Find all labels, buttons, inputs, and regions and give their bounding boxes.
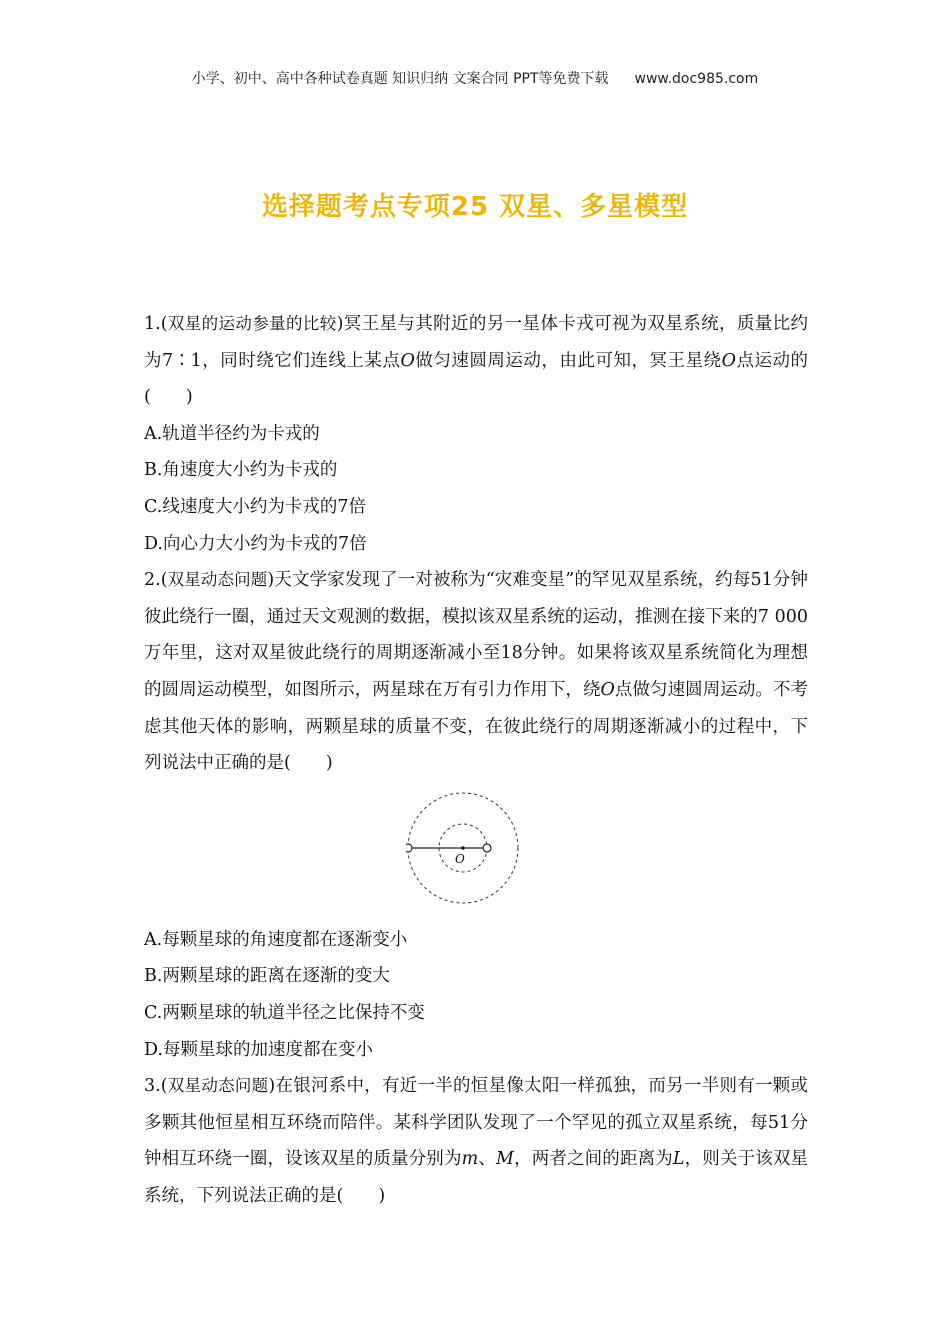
page-title: 选择题考点专项25 双星、多星模型	[261, 192, 689, 222]
question-2	[144, 562, 808, 1068]
option-c: C.两颗星球的轨道半径之比保持不变	[144, 1002, 425, 1023]
question-3-stem: 3.(双星动态问题)在银河系中，有近一半的恒星像太阳一样孤独，而另一半则有一颗或多颗其他恒星相互环绕而陪伴。某科学团队发现了一个罕见的孤立双星系统，每51分钟相互环绕一圈，设该双星的质量分别为m、M，两者之间的距离为L，则关于该双星系统，下列说法正确的是( )	[144, 1076, 809, 1206]
page-header	[0, 68, 950, 88]
document-body	[144, 306, 808, 1214]
star-left	[406, 844, 412, 852]
star-right	[483, 844, 491, 852]
question-3-tag: 双星动态问题	[167, 1076, 269, 1096]
header-url[interactable]: www.doc985.com	[634, 71, 759, 87]
question-2-stem: 2.(双星动态问题)天文学家发现了一对被称为“灾难变星”的罕见双星系统，约每51分钟彼此绕行一圈，通过天文观测的数据，模拟该双星系统的运动，推测在接下来的7 000万年里，这对双星彼此绕行的周期逐渐减小至18分钟。如果将该双星系统简化为理想的圆周运动模型，如图所示，两星球在万有引力作用下，绕O点做匀速圆周运动。不考虑其他天体的影响，两颗星球的质量不变，在彼此绕行的周期逐渐减小的过程中，下列说法中正确的是( )	[144, 570, 809, 774]
binary-star-figure	[144, 788, 808, 908]
header-text: 小学、初中、高中各种试卷真题 知识归纳 文案合同 PPT等免费下载	[191, 71, 609, 87]
option-b: B.两颗星球的距离在逐渐的变大	[144, 966, 390, 987]
option-d: D.每颗星球的加速度都在变小	[144, 1039, 373, 1060]
question-2-tag: 双星动态问题	[167, 570, 268, 590]
option-b: B.角速度大小约为卡戎的	[144, 460, 338, 481]
center-point	[461, 846, 465, 850]
question-1	[144, 306, 808, 562]
option-a: A.轨道半径约为卡戎的	[144, 423, 320, 444]
option-d: D.向心力大小约为卡戎的7倍	[144, 533, 367, 554]
question-3	[144, 1068, 808, 1214]
question-1-stem: 1.(双星的运动参量的比较)冥王星与其附近的另一星体卡戎可视为双星系统，质量比约为7∶1，同时绕它们连线上某点O做匀速圆周运动，由此可知，冥王星绕O点运动的( )	[144, 314, 809, 408]
binary-star-diagram	[406, 788, 536, 908]
center-label: O	[455, 851, 465, 866]
option-c: C.线速度大小约为卡戎的7倍	[144, 496, 366, 517]
question-1-tag: 双星的运动参量的比较	[167, 314, 337, 333]
option-a: A.每颗星球的角速度都在逐渐变小	[144, 929, 408, 950]
